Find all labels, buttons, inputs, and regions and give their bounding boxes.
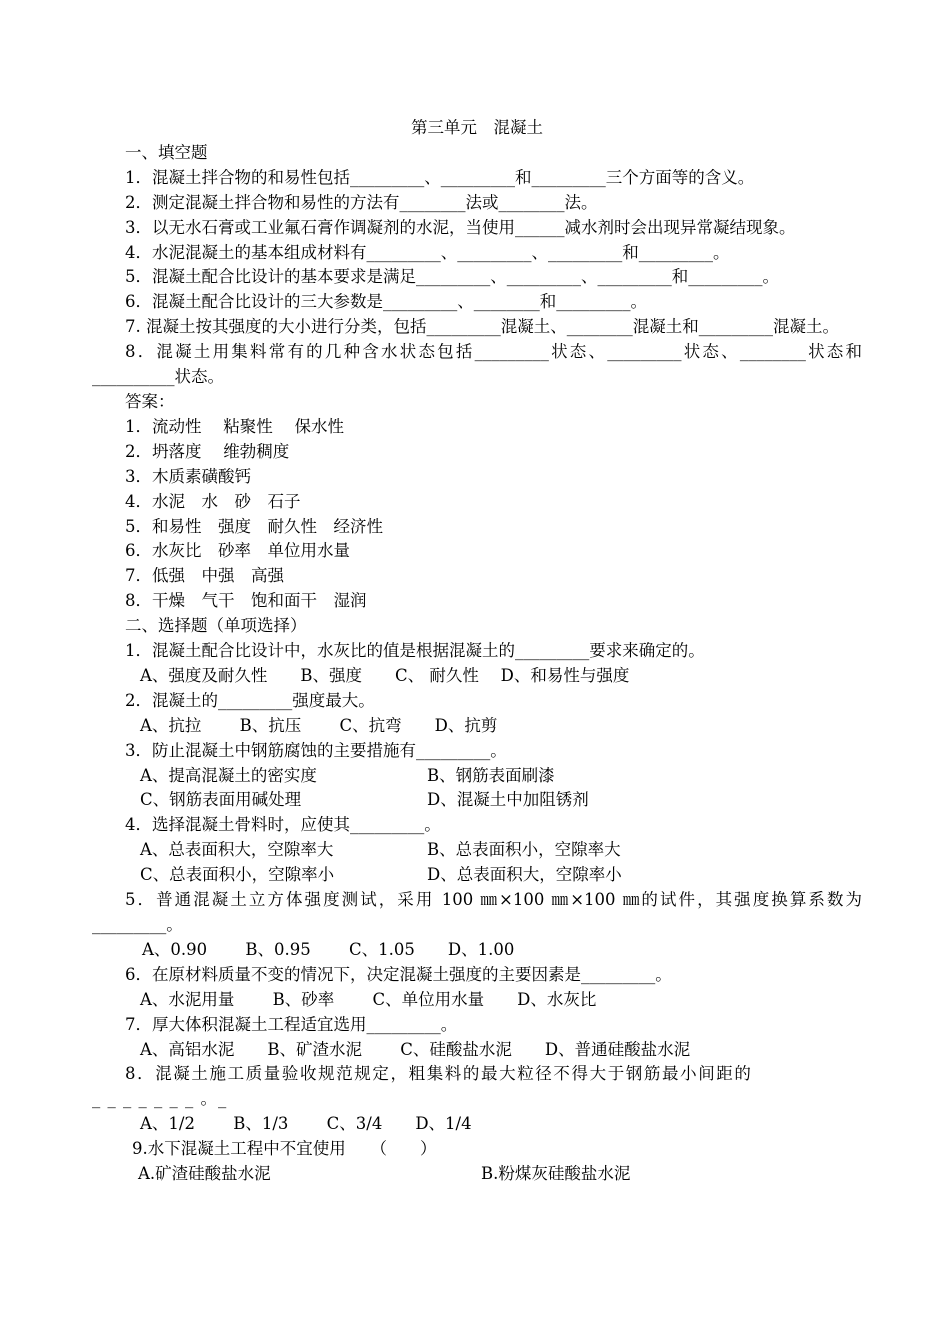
fill-q6: 6．混凝土配合比设计的三大参数是_________、________和_________。 — [125, 292, 647, 312]
document-page — [92, 116, 862, 1187]
choice-q9-option-b: B.粉煤灰硅酸盐水泥 — [481, 1164, 631, 1184]
fill-q8: 8．混凝土用集料常有的几种含水状态包括_________状态、_________状态、________状态和__________状态。 — [92, 342, 862, 387]
choice-q7-options: A、高铝水泥 B、矿渣水泥 C、硅酸盐水泥 D、普通硅酸盐水泥 — [140, 1039, 691, 1059]
answer-5: 5．和易性 强度 耐久性 经济性 — [125, 516, 383, 536]
answer-2: 2．坍落度 维勃稠度 — [125, 441, 290, 461]
choice-q9: 9.水下混凝土工程中不宜使用 （ ） — [132, 1139, 437, 1159]
choice-q6-options: A、水泥用量 B、砂率 C、单位用水量 D、水灰比 — [140, 989, 597, 1009]
choice-q4-option-b: B、总表面积小，空隙率大 — [427, 840, 621, 860]
fill-q7: 7. 混凝土按其强度的大小进行分类，包括_________混凝土、________混凝土和_________混凝土。 — [125, 317, 839, 337]
choice-q9-option-a: A.矿渣硅酸盐水泥 — [138, 1164, 271, 1184]
choice-q4-option-c: C、总表面积小，空隙率小 — [140, 865, 335, 885]
choice-q3-option-a: A、提高混凝土的密实度 — [140, 765, 317, 785]
choice-q4-option-d: D、总表面积大，空隙率小 — [427, 865, 622, 885]
choice-q3-options-row1 — [92, 764, 862, 789]
answers-heading: 答案： — [125, 391, 175, 411]
fill-q4: 4．水泥混凝土的基本组成材料有_________、_________、_________和_________。 — [125, 242, 730, 262]
choice-q1: 1．混凝土配合比设计中，水灰比的值是根据混凝土的_________要求来确定的。 — [125, 641, 705, 661]
fill-q3: 3．以无水石膏或工业氟石膏作调凝剂的水泥，当使用______减水剂时会出现异常凝结现象。 — [125, 217, 796, 237]
choice-q8-options: A、1/2 B、1/3 C、3/4 D、1/4 — [140, 1114, 472, 1134]
choice-q3: 3．防止混凝土中钢筋腐蚀的主要措施有_________。 — [125, 740, 507, 760]
answer-4: 4．水泥 水 砂 石子 — [125, 491, 301, 511]
fill-q1: 1．混凝土拌合物的和易性包括_________、_________和_________三个方面等的含义。 — [125, 167, 755, 187]
choice-q3-options-row2 — [92, 788, 862, 813]
fill-q5: 5．混凝土配合比设计的基本要求是满足_________、_________、_________和_________。 — [125, 267, 779, 287]
choice-q3-option-d: D、混凝土中加阻锈剂 — [427, 790, 589, 810]
choice-q2: 2．混凝土的_________强度最大。 — [125, 690, 375, 710]
answer-8: 8．干燥 气干 饱和面干 湿润 — [125, 591, 367, 611]
fill-q2: 2．测定混凝土拌合物和易性的方法有________法或________法。 — [125, 192, 598, 212]
choice-q3-option-c: C、钢筋表面用碱处理 — [140, 790, 302, 810]
choice-q7: 7．厚大体积混凝土工程适宜选用_________。 — [125, 1014, 458, 1034]
fill-heading: 一、填空题 — [125, 142, 208, 162]
choice-q9-options — [92, 1162, 862, 1187]
choice-q2-options: A、抗拉 B、抗压 C、抗弯 D、抗剪 — [140, 715, 498, 735]
choice-q8: 8．混凝土施工质量验收规范规定，粗集料的最大粒径不得大于钢筋最小间距的 — [125, 1064, 753, 1084]
choice-q4-options-row1 — [92, 838, 862, 863]
choice-q8-blank: _ _ _ _ _ _ _ 。_ — [92, 1089, 228, 1109]
answer-3: 3．木质素磺酸钙 — [125, 466, 251, 486]
choice-q4-options-row2 — [92, 863, 862, 888]
answer-6: 6．水灰比 砂率 单位用水量 — [125, 541, 350, 561]
answer-7: 7．低强 中强 高强 — [125, 566, 284, 586]
choice-q3-option-b: B、钢筋表面刷漆 — [427, 765, 555, 785]
choice-q4-option-a: A、总表面积大，空隙率大 — [140, 840, 334, 860]
choice-q4: 4．选择混凝土骨料时，应使其_________。 — [125, 815, 441, 835]
unit-title: 第三单元 混凝土 — [411, 118, 543, 137]
choice-heading: 二、选择题（单项选择） — [125, 616, 307, 636]
choice-q6: 6．在原材料质量不变的情况下，决定混凝土强度的主要因素是_________。 — [125, 964, 672, 984]
choice-q5-options: A、0.90 B、0.95 C、1.05 D、1.00 — [142, 939, 515, 959]
choice-q1-options: A、强度及耐久性 B、强度 C、 耐久性 D、和易性与强度 — [140, 665, 630, 685]
choice-q5: 5．普通混凝土立方体强度测试，采用 100 ㎜×100 ㎜×100 ㎜的试件，其强度换算系数为_________。 — [92, 890, 862, 934]
answer-1: 1．流动性 粘聚性 保水性 — [125, 416, 344, 436]
